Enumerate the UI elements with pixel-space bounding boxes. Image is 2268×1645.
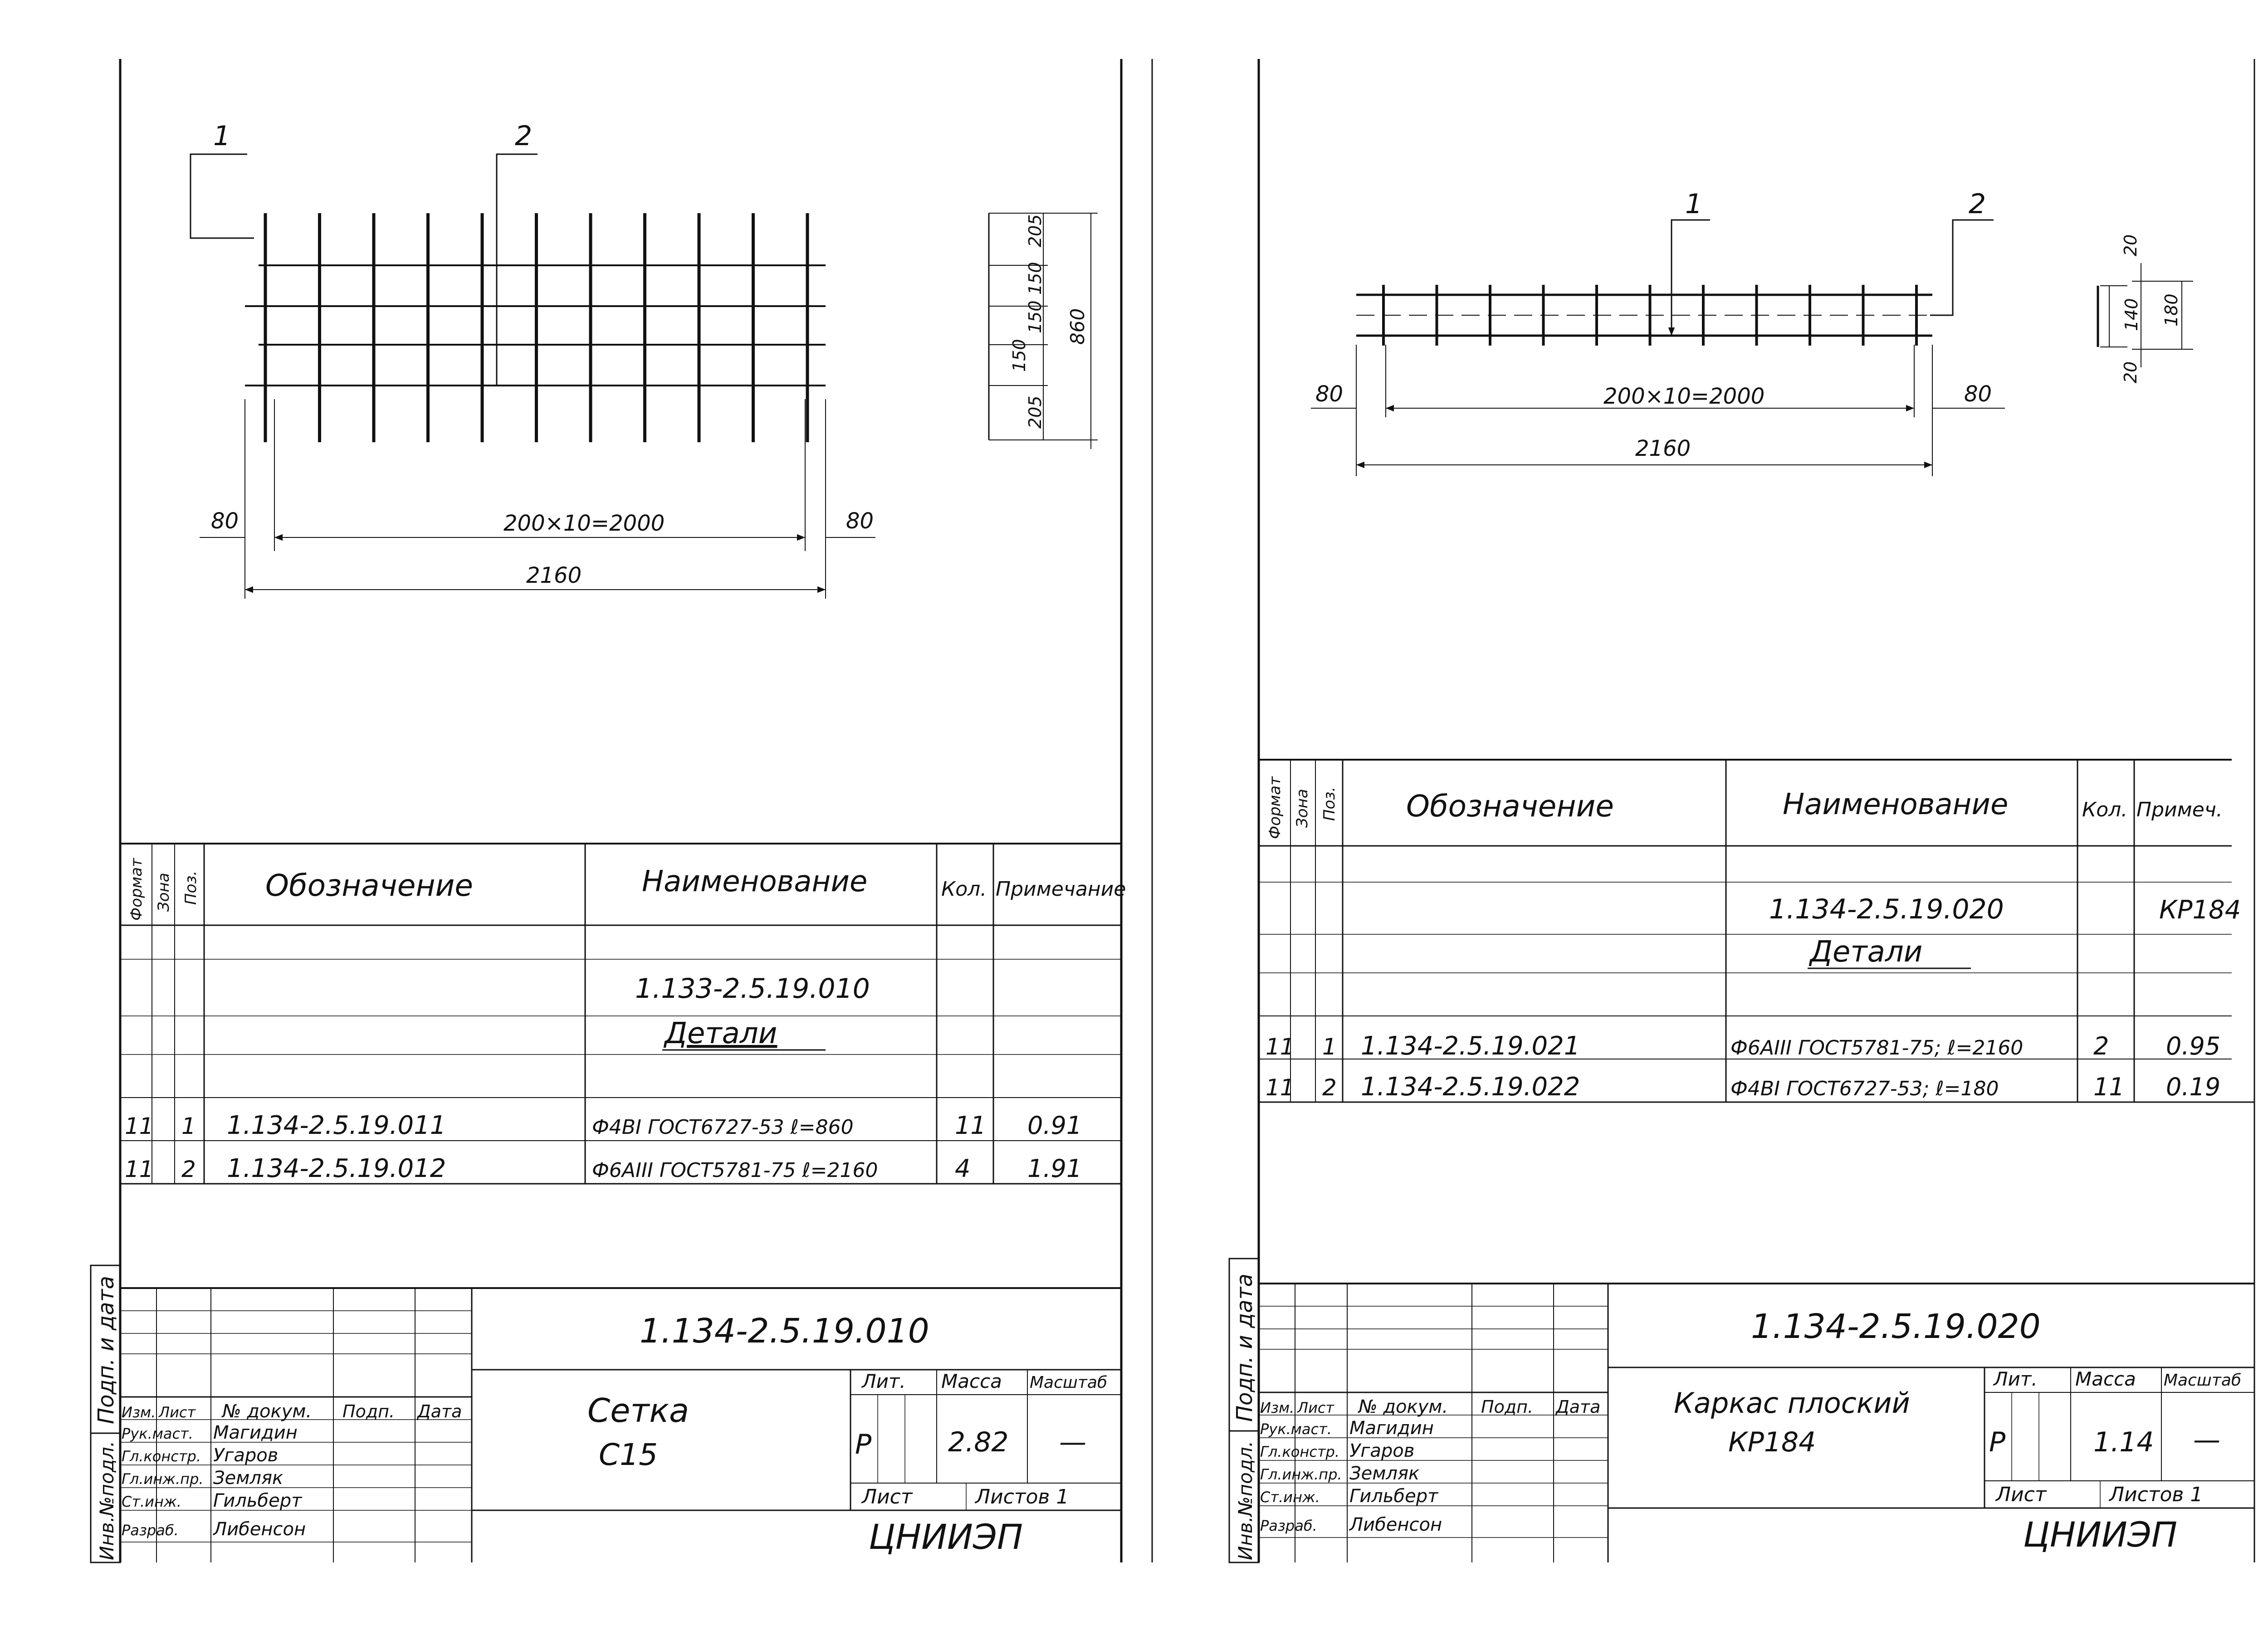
spec-row-note: 1.91	[1027, 1154, 1082, 1183]
sec-dim-150-c: 150	[1009, 339, 1029, 372]
col-date: Дата	[1556, 1397, 1601, 1417]
title-code: 1.134-2.5.19.010	[640, 1312, 929, 1351]
col-zone-header: Зона	[155, 873, 173, 912]
spec-row-note: 0.91	[1027, 1111, 1082, 1140]
title-code: 1.134-2.5.19.020	[1751, 1307, 2041, 1346]
callout-leader-1	[191, 154, 254, 238]
spec-row-designation: 1.134-2.5.19.022	[1361, 1072, 1580, 1102]
lit-value: Р	[1989, 1426, 2006, 1458]
role-person: Либенсон	[213, 1519, 306, 1540]
col-designation-header: Обозначение	[265, 868, 473, 903]
spec-row-qty: 11	[2093, 1073, 2125, 1101]
stamp-inventory-no: Инв.№подл.	[96, 1440, 118, 1560]
sec-dim-205-top: 205	[1025, 214, 1045, 247]
role-label: Рук.маст.	[122, 1425, 193, 1442]
col-list: Лист	[1297, 1399, 1334, 1416]
spec-row-name: Ф4ВI ГОСТ6727-53; ℓ=180	[1730, 1077, 1999, 1100]
callout-label-1: 1	[213, 120, 231, 152]
mass-value: 1.14	[2093, 1426, 2154, 1458]
spec-row-format: 11	[1266, 1034, 1295, 1060]
sec-dim-140: 140	[2121, 298, 2141, 331]
col-name-header: Наименование	[1783, 788, 2009, 821]
spec-rows	[125, 1111, 1082, 1183]
scale-label: Масштаб	[1030, 1373, 1108, 1392]
title-name-line1: Сетка	[587, 1391, 689, 1430]
spec-row-note: 0.19	[2166, 1073, 2221, 1101]
role-person: Земляк	[1349, 1463, 1420, 1484]
mass-value: 2.82	[948, 1426, 1009, 1458]
sheet-label: Лист	[862, 1485, 913, 1508]
col-date: Дата	[417, 1401, 462, 1421]
spec-row-qty: 2	[2093, 1032, 2109, 1060]
col-designation-header: Обозначение	[1406, 789, 1614, 824]
spec-row-name: Ф6АIII ГОСТ5781-75 ℓ=2160	[592, 1159, 878, 1182]
sec-dim-20-top: 20	[2121, 234, 2141, 256]
col-izm: Изм.	[122, 1404, 156, 1421]
mesh-cross-bars	[265, 213, 807, 442]
role-rows	[1260, 1418, 1442, 1535]
spec-row-pos: 2	[181, 1156, 196, 1182]
role-person: Магидин	[213, 1422, 298, 1443]
role-label: Рук.маст.	[1260, 1420, 1332, 1438]
dim-text-span: 200×10=2000	[1603, 384, 1765, 409]
scale-value: —	[1059, 1426, 1086, 1458]
spec-row-name: Ф6АIII ГОСТ5781-75; ℓ=2160	[1730, 1036, 2024, 1059]
dim-text-total: 2160	[1635, 436, 1691, 461]
title-name-line1: Каркас плоский	[1674, 1386, 1910, 1420]
dim-text-80-right: 80	[1964, 381, 1992, 407]
spec-row-pos: 1	[1322, 1034, 1337, 1060]
role-label: Ст.инж.	[1260, 1489, 1320, 1506]
spec-row-designation: 1.134-2.5.19.021	[1361, 1031, 1580, 1061]
spec-section-title: Детали	[1810, 935, 1923, 969]
frame-drawing	[1311, 188, 2005, 476]
dim-text-80-left: 80	[1315, 381, 1344, 407]
sheets-label: Листов 1	[2109, 1483, 2203, 1506]
spec-doc-number: 1.133-2.5.19.010	[635, 973, 870, 1005]
sheet-label: Лист	[1996, 1483, 2047, 1506]
sheet-2	[1229, 188, 2254, 1562]
role-label: Гл.инж.пр.	[122, 1470, 204, 1488]
title-name-line2: КР184	[1728, 1426, 1816, 1458]
role-label: Гл.констр.	[1260, 1443, 1339, 1460]
scale-value: —	[2193, 1424, 2220, 1456]
dim-text-total: 2160	[526, 563, 582, 588]
col-qty-header: Кол.	[2082, 798, 2128, 821]
role-label: Гл.инж.пр.	[1260, 1466, 1342, 1483]
sec-dim-180: 180	[2161, 293, 2181, 327]
role-person: Угаров	[1349, 1440, 1415, 1461]
stamp-inventory-no: Инв.№подл.	[1234, 1440, 1256, 1560]
spec-row-format: 11	[1266, 1074, 1295, 1101]
sec-dim-20-bottom: 20	[2121, 361, 2141, 383]
spec-table	[1259, 760, 2254, 1102]
col-name-header: Наименование	[642, 865, 868, 898]
scale-label: Масштаб	[2164, 1371, 2242, 1390]
spec-table	[120, 844, 1126, 1184]
dim-text-80-right: 80	[846, 508, 874, 534]
title-block	[1259, 1284, 2254, 1562]
spec-doc-number: 1.134-2.5.19.020	[1769, 893, 2004, 925]
spec-row-note: 0.95	[2166, 1032, 2221, 1060]
side-stamp	[1229, 1259, 1259, 1562]
role-label: Разраб.	[122, 1522, 179, 1539]
lit-label: Лит.	[862, 1370, 906, 1392]
title-name-line2: С15	[599, 1437, 658, 1472]
col-qty-header: Кол.	[941, 878, 987, 901]
spec-row-designation: 1.134-2.5.19.011	[227, 1111, 446, 1140]
callout-label-1: 1	[1685, 188, 1703, 220]
dim-text-80-left: 80	[211, 508, 239, 534]
callout-leader-2	[1930, 220, 1994, 315]
dim-text-span: 200×10=2000	[503, 511, 665, 536]
lit-label: Лит.	[1994, 1368, 2038, 1390]
spec-row-designation: 1.134-2.5.19.012	[227, 1154, 446, 1183]
role-person: Гильберт	[213, 1490, 302, 1511]
spec-row-name: Ф4ВI ГОСТ6727-53 ℓ=860	[592, 1116, 854, 1139]
role-person: Угаров	[213, 1445, 279, 1466]
spec-section-title: Детали	[665, 1017, 777, 1050]
col-doc: № докум.	[1359, 1396, 1448, 1417]
role-label: Разраб.	[1260, 1517, 1317, 1534]
spec-row-format: 11	[125, 1113, 154, 1139]
mass-label: Масса	[2075, 1368, 2136, 1390]
mass-label: Масса	[941, 1370, 1002, 1392]
col-pos-header: Поз.	[182, 870, 200, 905]
org-name: ЦНИИЭП	[869, 1517, 1023, 1557]
sec-dim-total: 860	[1066, 308, 1089, 345]
callout-leader-2	[497, 154, 538, 386]
frame-section	[2098, 234, 2193, 383]
col-note-header: Примечание	[996, 878, 1126, 901]
spec-row-qty: 11	[955, 1111, 986, 1140]
mesh-section	[989, 213, 1098, 449]
role-person: Земляк	[213, 1468, 284, 1489]
role-label: Гл.констр.	[122, 1448, 201, 1465]
col-pos-header: Поз.	[1320, 786, 1339, 821]
sec-dim-150-b: 150	[1025, 300, 1045, 333]
title-block	[120, 1288, 1121, 1562]
sheets-label: Листов 1	[975, 1485, 1069, 1508]
role-person: Магидин	[1349, 1418, 1434, 1439]
lit-value: Р	[855, 1429, 872, 1460]
spec-note-top: КР184	[2159, 895, 2241, 925]
col-sign: Подп.	[342, 1401, 395, 1421]
org-name: ЦНИИЭП	[2023, 1514, 2178, 1555]
spec-row-pos: 2	[1322, 1074, 1337, 1101]
col-sign: Подп.	[1481, 1397, 1534, 1417]
sec-dim-150-a: 150	[1025, 262, 1045, 295]
spec-row-qty: 4	[955, 1154, 971, 1183]
spec-row-format: 11	[125, 1156, 154, 1182]
stamp-sign-date: Подп. и дата	[93, 1276, 119, 1424]
col-zone-header: Зона	[1293, 789, 1311, 828]
sheet-1	[91, 120, 1126, 1562]
sec-dim-205-bottom: 205	[1025, 395, 1045, 429]
col-list: Лист	[159, 1404, 196, 1421]
col-izm: Изм.	[1260, 1399, 1295, 1416]
col-format-header: Формат	[1266, 776, 1284, 839]
callout-label-2: 2	[1969, 188, 1986, 220]
stamp-sign-date: Подп. и дата	[1232, 1274, 1257, 1422]
callout-label-2: 2	[515, 120, 533, 152]
side-stamp	[91, 1265, 120, 1562]
role-label: Ст.инж.	[122, 1493, 181, 1510]
col-note-header: Примеч.	[2136, 798, 2223, 821]
role-person: Гильберт	[1349, 1486, 1438, 1507]
mesh-drawing	[191, 120, 875, 599]
col-format-header: Формат	[127, 858, 146, 921]
role-person: Либенсон	[1349, 1514, 1442, 1535]
col-doc: № докум.	[222, 1401, 312, 1422]
role-rows	[122, 1422, 306, 1540]
spec-row-pos: 1	[181, 1113, 196, 1139]
